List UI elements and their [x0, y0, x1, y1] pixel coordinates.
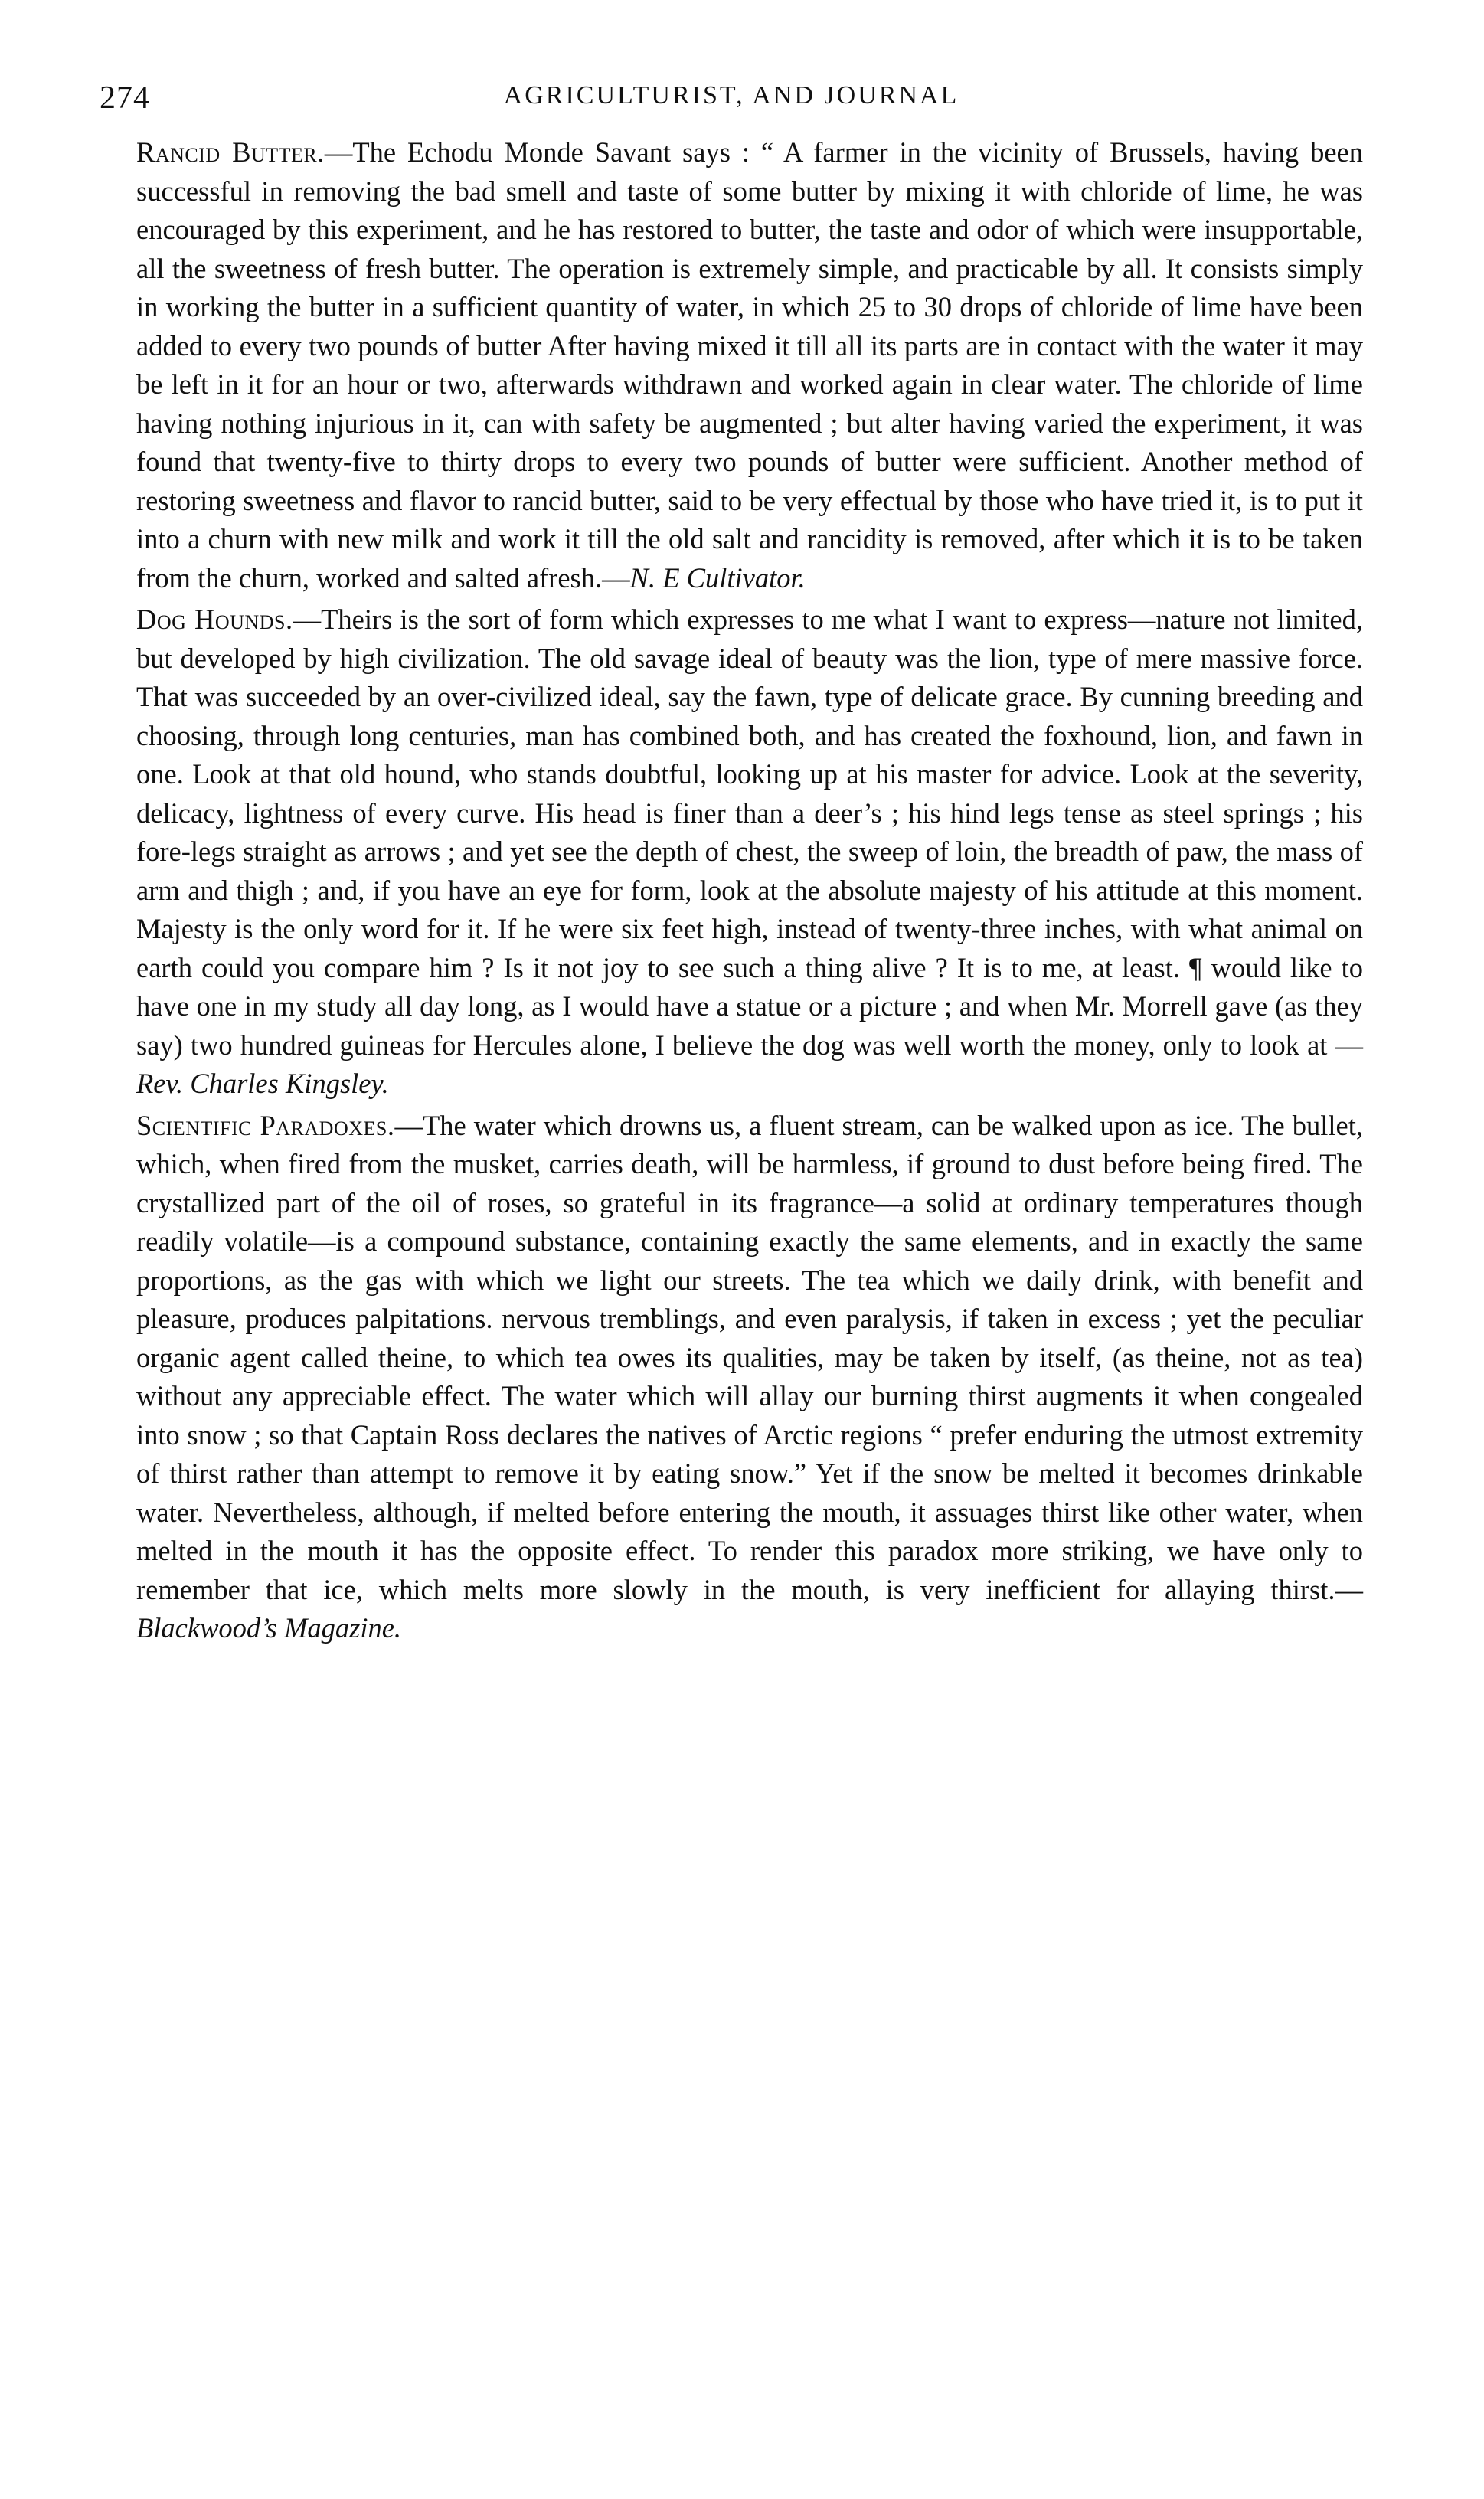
running-title: AGRICULTURIST, AND JOURNAL — [503, 81, 959, 110]
article-rancid-butter — [100, 133, 1363, 597]
page-header — [100, 80, 1363, 133]
article-heading: Dog Hounds. — [136, 603, 293, 635]
article-source: Blackwood’s Magazine. — [136, 1612, 402, 1644]
article-heading: Rancid Butter. — [136, 136, 325, 168]
page-number: 274 — [100, 80, 150, 116]
article-scientific-paradoxes — [100, 1107, 1363, 1648]
article-source: Rev. Charles Kingsley. — [136, 1068, 389, 1099]
article-body: —The Echodu Monde Savant says : “ A farmer in the vicinity of Brussels, having been successful in removing the bad smell and taste of some butter by mixing it with chloride of lime, he was encouraged by this experiment, and he has restored to butter, the taste and odor of which were insupportable, all the sweetness of fresh butter. The operation is extremely simple, and practicable by all. It consists simply in working the butter in a sufficient quantity of water, in which 25 to 30 drops of chloride of lime have been added to every two pounds of butter After having mixed it till all its parts are in contact with the water it may be left in it for an hour or two, afterwards withdrawn and worked again in clear water. The chloride of lime having nothing injurious in it, can with safety be augmented ; but alter having varied the experiment, it was found that twenty-five to thirty drops to every two pounds of butter were sufficient. Another method of restoring sweetness and flavor to rancid butter, said to be very effectual by those who have tried it, is to put it into a churn with new milk and work it till the old salt and rancidity is removed, after which it is to be taken from the churn, worked and salted afresh.— — [136, 136, 1363, 594]
article-body: —Theirs is the sort of form which expresses to me what I want to express—nature not limited, but developed by high civilization. The old savage ideal of beauty was the lion, type of mere massive force. That was succeeded by an over-civilized ideal, say the fawn, type of delicate grace. By cunning breeding and choosing, through long centuries, man has combined both, and has created the foxhound, lion, and fawn in one. Look at that old hound, who stands doubtful, looking up at his master for advice. Look at the severity, delicacy, lightness of every curve. His head is finer than a deer’s ; his hind legs tense as steel springs ; his fore-legs straight as arrows ; and yet see the depth of chest, the sweep of loin, the breadth of paw, the mass of arm and thigh ; and, if you have an eye for form, look at the absolute majesty of his attitude at this moment. Majesty is the only word for it. If he were six feet high, instead of twenty-three inches, with what animal on earth could you compare him ? Is it not joy to see such a thing alive ? It is to me, at least. ¶ would like to have one in my study all day long, as I would have a statue or a picture ; and when Mr. Morrell gave (as they say) two hundred guineas for Hercules alone, I believe the dog was well worth the money, only to look at — — [136, 603, 1363, 1061]
article-heading: Scientific Paradoxes. — [136, 1109, 395, 1141]
article-source: N. E Cultivator. — [629, 561, 806, 594]
book-page — [100, 80, 1363, 1648]
article-body: —The water which drowns us, a fluent stream, can be walked upon as ice. The bullet, which, when fired from the musket, carries death, will be harmless, if ground to dust before being fired. The crystallized part of the oil of roses, so grateful in its fragrance—a solid at ordinary temperatures though readily volatile—is a compound substance, containing exactly the same elements, and in exactly the same proportions, as the gas with which we light our streets. The tea which we daily drink, with benefit and pleasure, produces palpitations. nervous tremblings, and even paralysis, if taken in excess ; yet the peculiar organic agent called theine, to which tea owes its qualities, may be taken by itself, (as theine, not as tea) without any appreciable effect. The water which will allay our burning thirst augments it when congealed into snow ; so that Captain Ross declares the natives of Arctic regions “ prefer enduring the utmost extremity of thirst rather than attempt to remove it by eating snow.” Yet if the snow be melted it becomes drinkable water. Nevertheless, although, if melted before entering the mouth, it assuages thirst like other water, when melted in the mouth it has the opposite effect. To render this paradox more striking, we have only to remember that ice, which melts more slowly in the mouth, is very inefficient for allaying thirst.— — [136, 1109, 1363, 1605]
article-dog-hounds — [100, 600, 1363, 1104]
